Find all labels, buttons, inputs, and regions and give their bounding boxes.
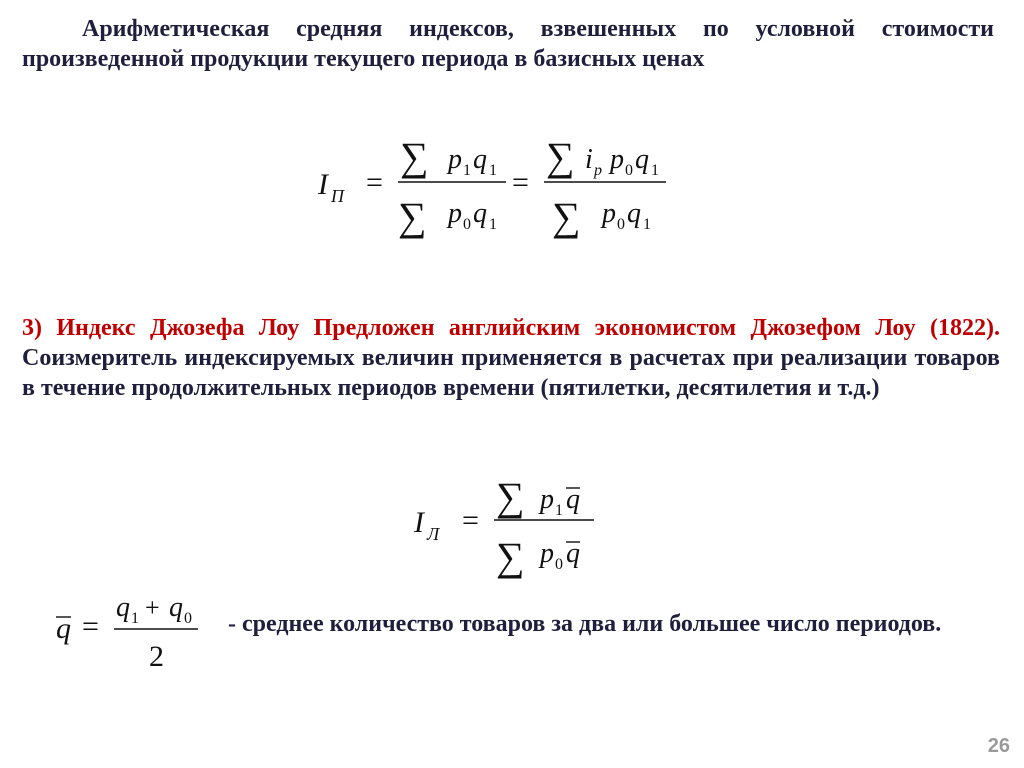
formula3-den: 2 bbox=[149, 640, 164, 673]
lowe-index-description: Соизмеритель индексируемых величин применяется в расчетах при реализации товаров в течение продолжительных периодов времени (пятилетки, десятилетия и т.д.) bbox=[22, 345, 1000, 401]
formula2-num-p: p bbox=[540, 484, 554, 515]
formula3-equals: = bbox=[82, 610, 99, 643]
formula1-frac2-num-i: i bbox=[585, 144, 593, 175]
formula1-sum-den-2: ∑ bbox=[552, 194, 581, 239]
formula2-den-sub0: 0 bbox=[555, 556, 563, 573]
formula3-num-sub1: 1 bbox=[131, 610, 139, 627]
formula-index-arithmetic bbox=[318, 126, 698, 246]
lowe-index-title: 3) Индекс Джозефа Лоу Предложен английским экономистом Джозефом Лоу (1822). bbox=[22, 315, 1000, 341]
formula2-lhs-subscript: Л bbox=[427, 524, 440, 544]
formula1-frac1-den-sub2: 1 bbox=[489, 216, 497, 233]
page-number: 26 bbox=[987, 735, 1010, 757]
formula1-frac2-den-sub1: 1 bbox=[643, 216, 651, 233]
formula3-lhs-qbar: q bbox=[56, 612, 71, 645]
formula1-frac2-den-p: p bbox=[602, 198, 616, 229]
formula1-frac1-num-sub1: 1 bbox=[463, 162, 471, 179]
formula1-sum-num-2: ∑ bbox=[546, 134, 575, 179]
formula2-sum-num: ∑ bbox=[496, 474, 525, 519]
formula1-frac2-den-sub0: 0 bbox=[617, 216, 625, 233]
paragraph-lowe-index bbox=[22, 313, 1000, 403]
formula1-equals-1: = bbox=[366, 166, 383, 199]
formula1-frac2-num-p: p bbox=[610, 144, 624, 175]
paragraph-arithmetic-mean: Арифметическая средняя индексов, взвешенных по условной стоимости произведенной продукции текущего периода в базисных ценах bbox=[22, 16, 994, 72]
formula2-num-sub1: 1 bbox=[555, 502, 563, 519]
formula1-lhs-subscript: П bbox=[331, 186, 344, 206]
formula1-sum-num-1: ∑ bbox=[400, 134, 429, 179]
definition-q-mean: - среднее количество товаров за два или большее число периодов. bbox=[228, 611, 942, 637]
formula3-num-q1: q bbox=[116, 592, 130, 623]
formula2-den-qbar: q bbox=[566, 538, 580, 569]
formula3-num-q0: q bbox=[169, 592, 183, 623]
formula1-frac2-den-q: q bbox=[627, 198, 641, 229]
formula1-frac1-num-p: p bbox=[448, 144, 462, 175]
formula2-den-p: p bbox=[540, 538, 554, 569]
formula1-frac1-den-p: p bbox=[448, 198, 462, 229]
formula2-sum-den: ∑ bbox=[496, 534, 525, 579]
formula1-frac2-num-q: q bbox=[635, 144, 649, 175]
formula1-frac1-den-sub1: 0 bbox=[463, 216, 471, 233]
formula3-num-plus: + bbox=[145, 593, 160, 622]
formula2-equals: = bbox=[462, 504, 479, 537]
formula1-lhs-symbol: I bbox=[318, 168, 328, 201]
formula1-frac2-num-sub1: 1 bbox=[651, 162, 659, 179]
formula1-frac1-num-q: q bbox=[473, 144, 487, 175]
formula2-lhs-symbol: I bbox=[414, 506, 424, 539]
formula1-frac1-den-q: q bbox=[473, 198, 487, 229]
formula1-equals-2: = bbox=[512, 166, 529, 199]
formula1-sum-den-1: ∑ bbox=[398, 194, 427, 239]
formula1-frac2-num-sub-p: p bbox=[594, 162, 602, 179]
formula-q-mean bbox=[56, 588, 216, 678]
formula2-num-qbar: q bbox=[566, 484, 580, 515]
formula1-frac1-num-sub2: 1 bbox=[489, 162, 497, 179]
formula3-num-sub0: 0 bbox=[184, 610, 192, 627]
formula1-frac2-num-sub0: 0 bbox=[625, 162, 633, 179]
formula-lowe-index bbox=[414, 474, 614, 584]
